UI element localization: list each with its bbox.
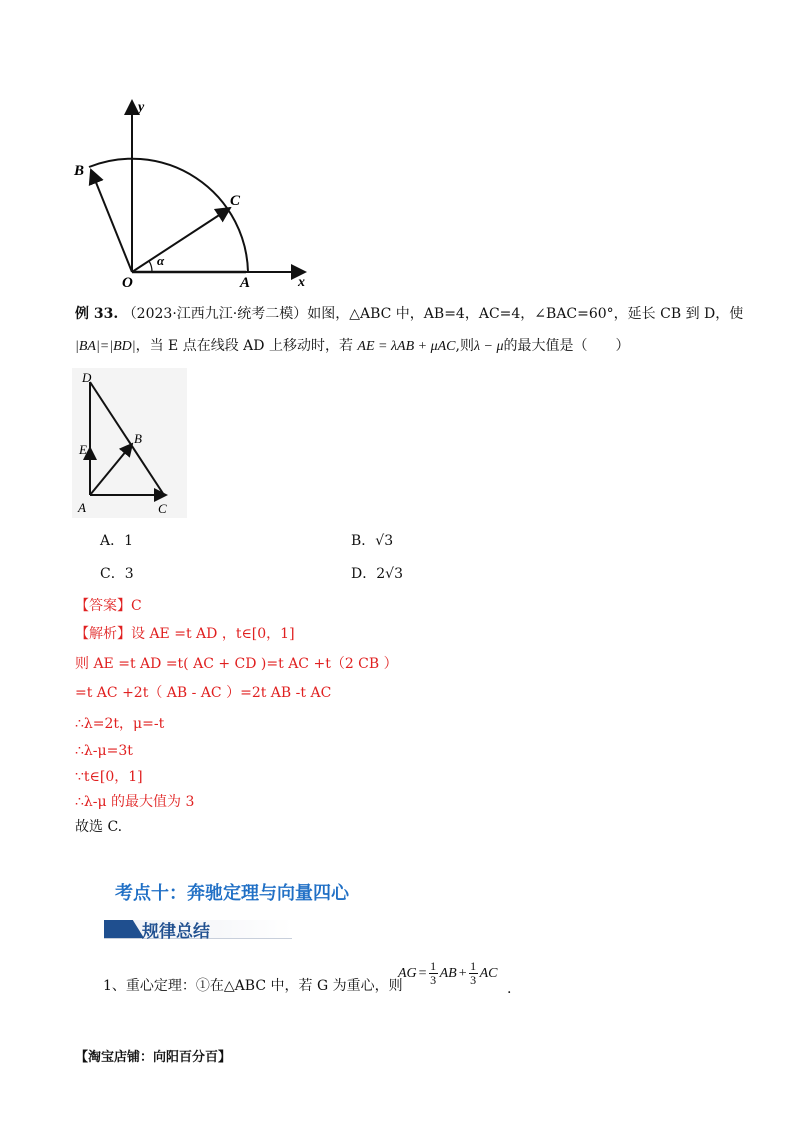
option-c: C．3 (100, 566, 134, 582)
label-y: y (138, 100, 145, 115)
footer-shop: 【淘宝店铺：向阳百分百】 (75, 1050, 232, 1065)
banner-label: 规律总结 (142, 922, 210, 942)
formula-plus: + (458, 965, 467, 981)
example-line-2 (75, 337, 630, 356)
arc (89, 159, 248, 272)
label-O: O (122, 275, 133, 290)
solution-line-5: ∴λ-μ=3t (75, 743, 133, 759)
example-expression: λ − μ (473, 339, 504, 354)
label-C2: C (158, 501, 167, 516)
vector-oc (132, 208, 230, 272)
option-a: A．1 (100, 533, 134, 549)
answer-tag: 【答案】 (75, 598, 131, 614)
summary-banner (104, 920, 292, 942)
label-E: E (79, 442, 87, 457)
label-C: C (230, 193, 241, 209)
formula-term-ab: AB (439, 965, 457, 981)
figure-triangle-diagram (72, 368, 187, 518)
example-line-1 (75, 305, 743, 323)
angle-arc (149, 261, 152, 272)
formula-fraction-2: $\frac{1}{3}$ (470, 959, 477, 987)
label-B: B (74, 163, 85, 179)
solution-line-2: 则 AE =t AD =t( AC + CD )=t AC +t（2 CB ） (75, 656, 398, 672)
example-text-3: ,则 (455, 338, 474, 354)
label-D: D (82, 370, 92, 385)
solution-line-4: ∴λ=2t，μ=-t (75, 716, 165, 732)
label-alpha: α (157, 253, 165, 268)
option-d: D．2√3 (351, 566, 403, 582)
label-A: A (240, 275, 251, 290)
theorem-end: . (507, 981, 512, 997)
option-b: B．√3 (351, 533, 394, 549)
formula-fraction-1: $\frac{1}{3}$ (430, 959, 437, 987)
label-A2: A (78, 500, 86, 515)
solution-line-8: 故选 C. (75, 819, 123, 835)
formula-term-ac: AC (479, 965, 498, 981)
example-source: （2023·江西九江·统考二模） (122, 306, 308, 322)
banner-block (104, 920, 144, 938)
label-x: x (298, 275, 305, 290)
example-number: 例 33. (75, 306, 119, 322)
example-text-4: 的最大值是（ ） (503, 338, 630, 354)
answer-value: C (131, 598, 142, 614)
example-text-1: 如图，△ABC 中，AB=4，AC=4，∠BAC=60°，延长 CB 到 D，使 (307, 306, 744, 322)
formula-eq: = (418, 965, 427, 981)
option-b-value: √3 (375, 533, 394, 549)
solution-line-6: ∵t∈[0，1] (75, 769, 143, 785)
example-condition: |BA|=|BD| (75, 339, 136, 354)
formula-lhs: AG (398, 965, 417, 981)
example-text-2: ，当 E 点在线段 AD 上移动时，若 (135, 338, 353, 354)
solution-line-3: =t AC +2t（ AB - AC ）=2t AB -t AC (75, 685, 332, 701)
example-vector-equation: AE = λAB + μAC (357, 339, 456, 354)
label-B2: B (134, 431, 142, 446)
answer-line (75, 597, 142, 615)
section-title: 考点十：奔驰定理与向量四心 (115, 883, 349, 904)
option-d-value: 2√3 (376, 566, 403, 582)
figure-sector-diagram (60, 95, 320, 290)
vector-ob (91, 170, 132, 272)
theorem-text: 1、重心定理：①在△ABC 中，若 G 为重心，则 (103, 978, 403, 994)
solution-line-7: ∴λ-μ 的最大值为 3 (75, 794, 195, 810)
solution-line-1: 【解析】设 AE =t AD ，t∈[0，1] (75, 626, 295, 642)
solution-tag: 【解析】 (75, 626, 131, 642)
theorem-formula (398, 960, 497, 987)
